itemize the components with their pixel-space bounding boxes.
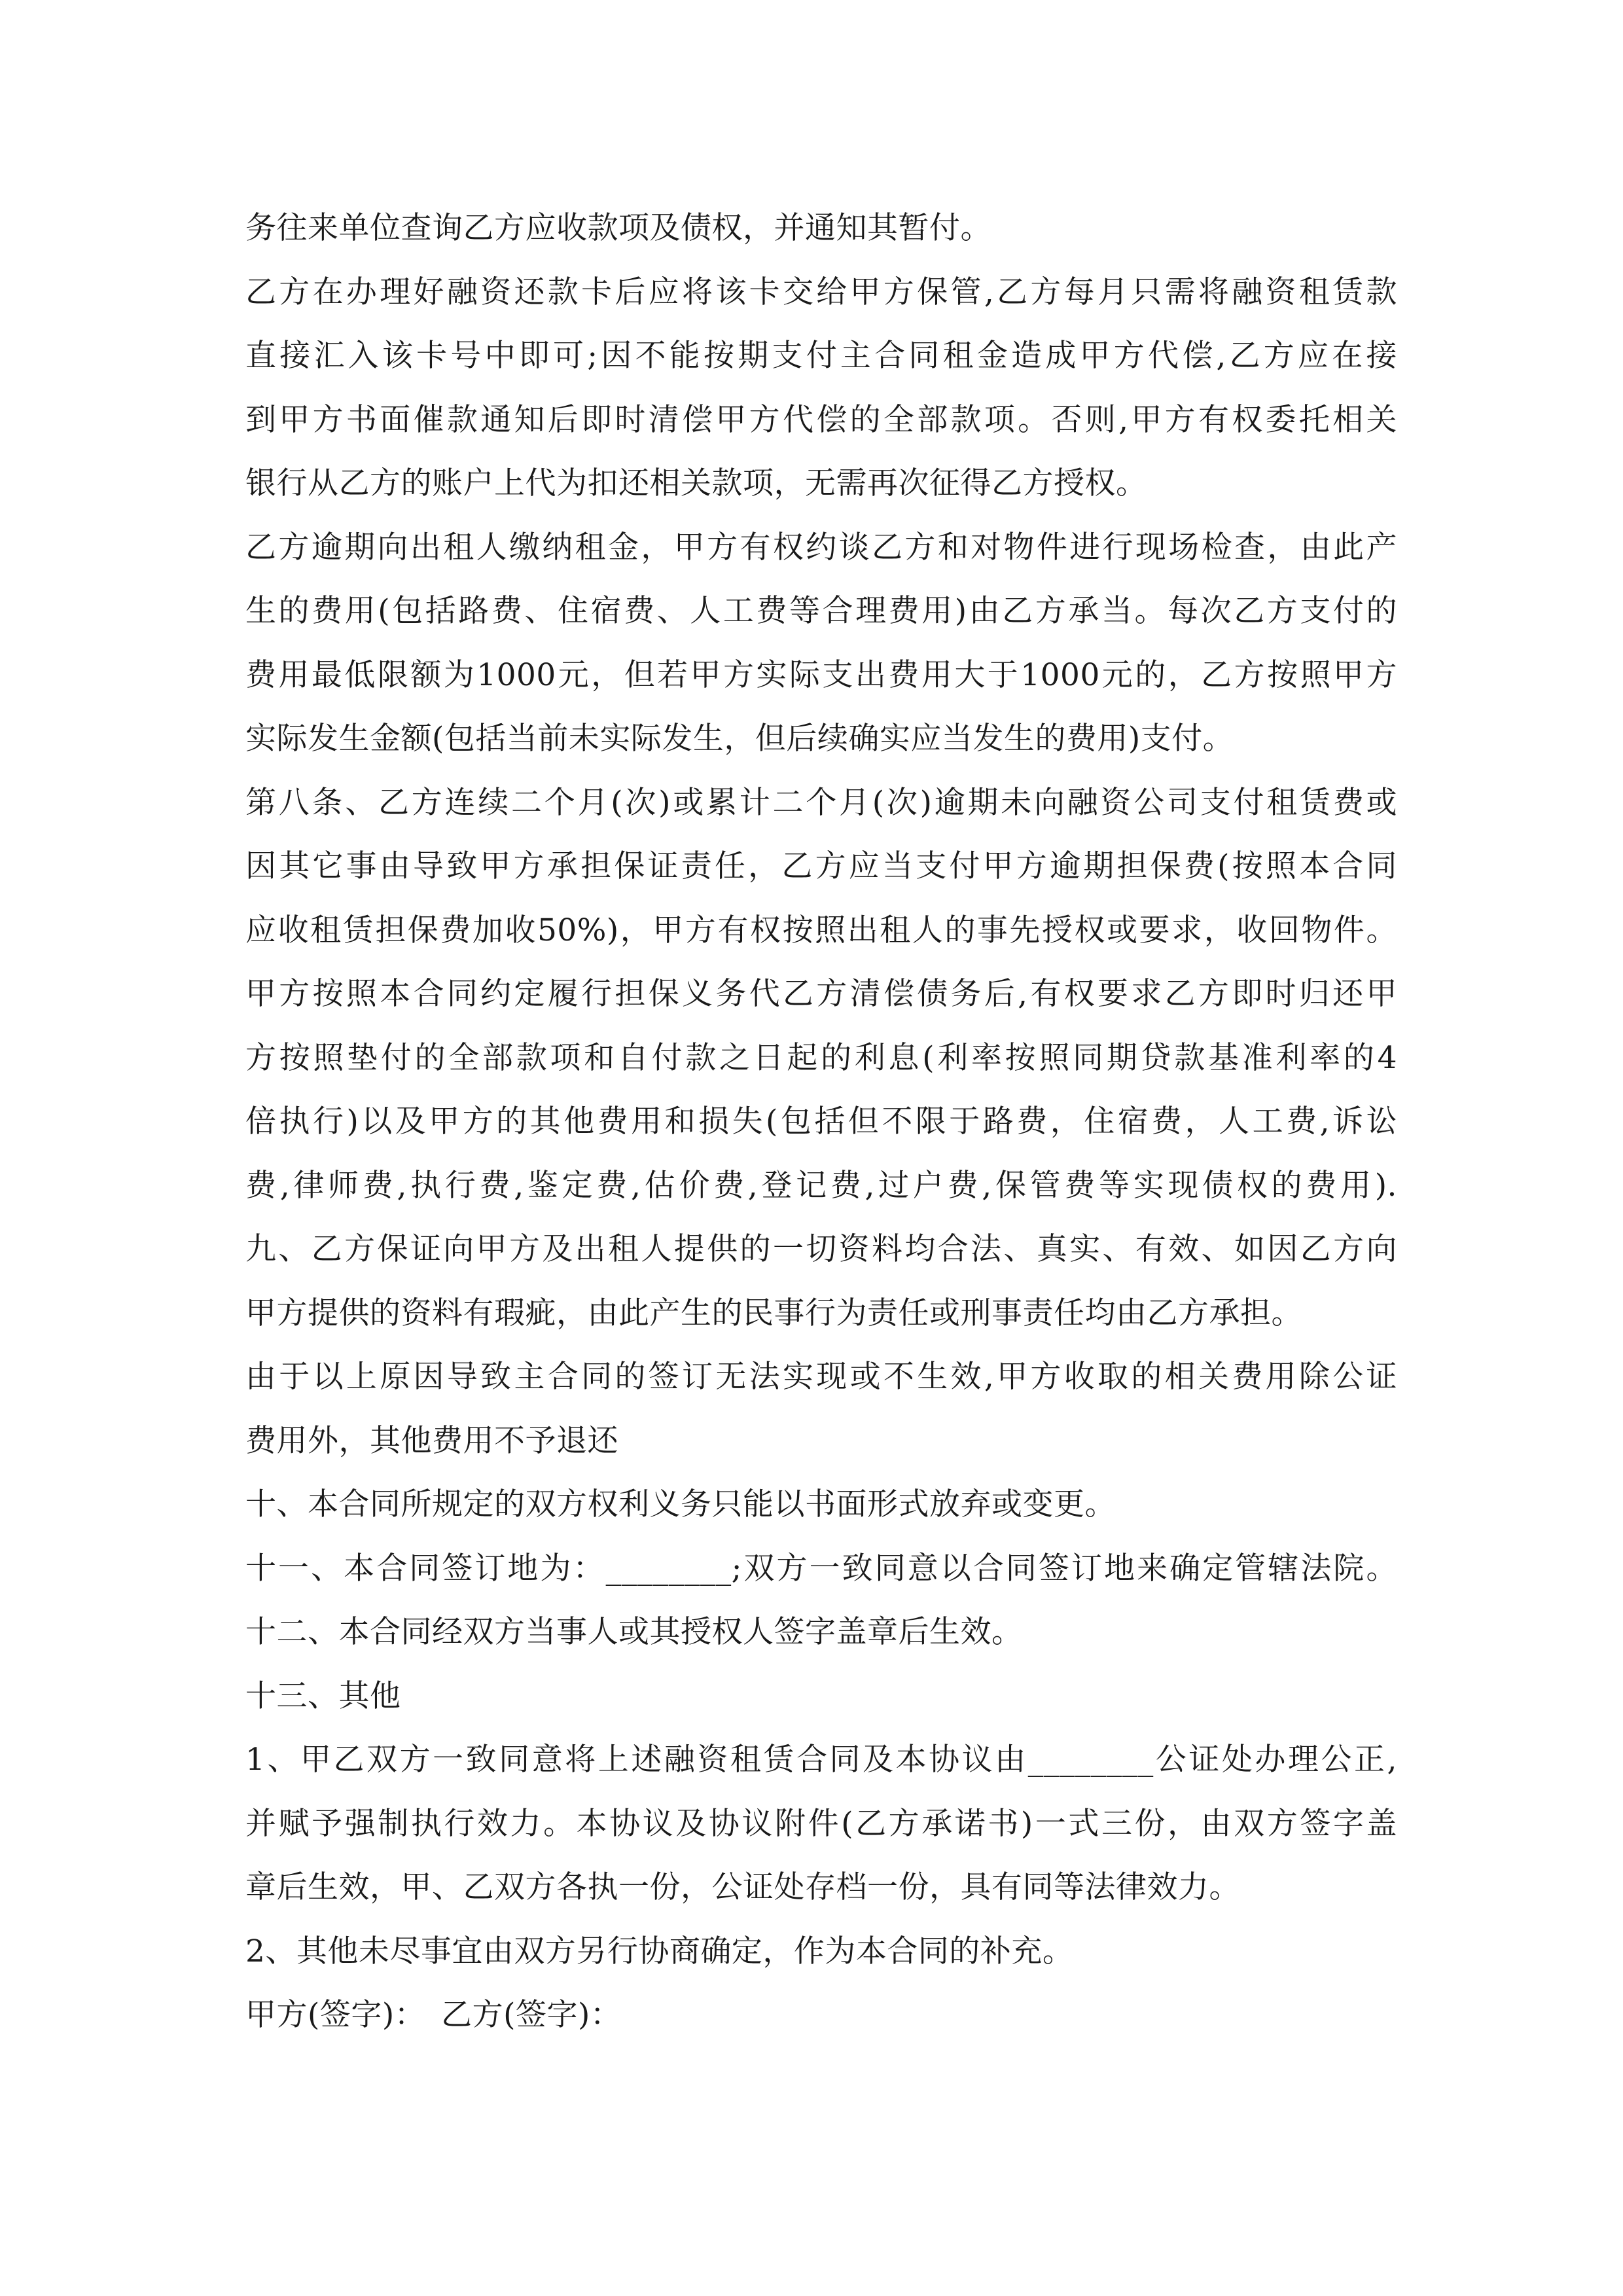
text-line: 十、本合同所规定的双方权利义务只能以书面形式放弃或变更。: [245, 1486, 1116, 1522]
text-line: 十三、其他: [245, 1677, 401, 1714]
text-line: 甲方提供的资料有瑕疵，由此产生的民事行为责任或刑事责任均由乙方承担。: [245, 1295, 1302, 1331]
text-line: 乙方在办理好融资还款卡后应将该卡交给甲方保管,乙方每月只需将融资租赁款: [245, 274, 1397, 310]
text-line: 并赋予强制执行效力。本协议及协议附件(乙方承诺书)一式三份，由双方签字盖: [245, 1805, 1397, 1842]
text-line: 第八条、乙方连续二个月(次)或累计二个月(次)逾期未向融资公司支付租赁费或: [245, 784, 1397, 821]
text-line: 费用最低限额为1000元，但若甲方实际支出费用大于1000元的，乙方按照甲方: [245, 656, 1397, 693]
text-line: 直接汇入该卡号中即可;因不能按期支付主合同租金造成甲方代偿,乙方应在接: [245, 338, 1397, 374]
text-line: 费用外，其他费用不予退还: [245, 1422, 618, 1459]
text-line: 生的费用(包括路费、住宿费、人工费等合理费用)由乙方承当。每次乙方支付的: [245, 593, 1397, 629]
text-line: 甲方(签字)： 乙方(签字)：: [245, 1997, 622, 2033]
text-line: 章后生效，甲、乙双方各执一份，公证处存档一份，具有同等法律效力。: [245, 1869, 1240, 1905]
text-line: 务往来单位查询乙方应收款项及债权，并通知其暂付。: [245, 210, 991, 246]
text-line: 十二、本合同经双方当事人或其授权人签字盖章后生效。: [245, 1614, 1023, 1650]
text-line: 因其它事由导致甲方承担保证责任，乙方应当支付甲方逾期担保费(按照本合同: [245, 848, 1397, 884]
text-line: 2、其他未尽事宜由双方另行协商确定，作为本合同的补充。: [245, 1933, 1074, 1969]
text-line: 实际发生金额(包括当前未实际发生，但后续确实应当发生的费用)支付。: [245, 721, 1234, 757]
text-line: 费,律师费,执行费,鉴定费,估价费,登记费,过户费,保管费等实现债权的费用).: [245, 1167, 1397, 1204]
text-line: 乙方逾期向出租人缴纳租金，甲方有权约谈乙方和对物件进行现场检查，由此产: [245, 529, 1397, 565]
contract-text-body: [245, 196, 1397, 2047]
text-line: 银行从乙方的账户上代为扣还相关款项，无需再次征得乙方授权。: [245, 465, 1147, 501]
text-line: 应收租赁担保费加收50%)，甲方有权按照出租人的事先授权或要求，收回物件。: [245, 912, 1397, 948]
text-line: 甲方按照本合同约定履行担保义务代乙方清偿债务后,有权要求乙方即时归还甲: [245, 976, 1397, 1012]
text-line: 方按照垫付的全部款项和自付款之日起的利息(利率按照同期贷款基准利率的4: [245, 1039, 1397, 1076]
text-line: 九、乙方保证向甲方及出租人提供的一切资料均合法、真实、有效、如因乙方向: [245, 1231, 1397, 1267]
text-line: 十一、本合同签订地为：________;双方一致同意以合同签订地来确定管辖法院。: [245, 1550, 1397, 1587]
text-line: 倍执行)以及甲方的其他费用和损失(包括但不限于路费，住宿费，人工费,诉讼: [245, 1103, 1397, 1139]
text-line: 到甲方书面催款通知后即时清偿甲方代偿的全部款项。否则,甲方有权委托相关: [245, 401, 1397, 438]
text-line: 由于以上原因导致主合同的签订无法实现或不生效,甲方收取的相关费用除公证: [245, 1359, 1397, 1395]
text-line: 1、甲乙双方一致同意将上述融资租赁合同及本协议由________公证处办理公正,: [245, 1742, 1397, 1778]
